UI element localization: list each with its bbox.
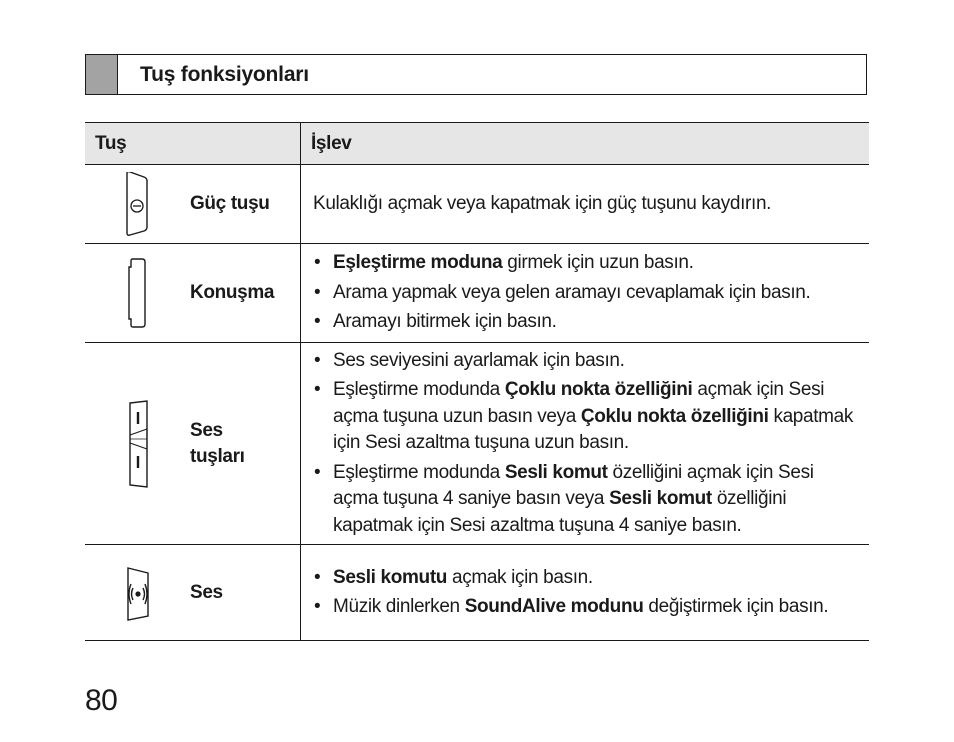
key-name: Ses tuşları [190,419,245,467]
text-run: girmek için uzun basın. [502,252,694,274]
list-item [313,348,863,375]
list-item [313,460,863,540]
bold-text: Sesli komut [609,488,712,510]
text-run: açmak için Sesi açma tuşuna uzun basın veya [333,379,825,427]
page-number: 80 [85,684,118,717]
function-cell [301,244,870,343]
text-run: Aramayı bitirmek için basın. [333,311,557,333]
table-row [85,545,869,641]
function-cell [301,545,870,641]
table-row [85,244,869,343]
table-row [85,343,869,545]
talk-key-icon [85,257,190,329]
text-run: özelliğini kapatmak için Sesi azaltma tuşuna 4 saniye basın. [333,488,787,536]
bold-text: SoundAlive modunu [464,596,644,617]
key-cell [85,165,301,244]
text-run: açmak için basın. [447,566,593,588]
function-cell [301,343,870,545]
list-item [313,250,863,277]
table-header-row [85,123,869,165]
text-run: Kulaklığı açmak veya kapatmak için güç tuşunu kaydırın. [313,192,772,214]
key-cell [85,244,301,343]
list-item [313,594,863,621]
text-run: Müzik dinlerken [333,596,465,617]
function-list [313,348,863,540]
function-cell [301,165,870,244]
text-run: Eşleştirme modunda [333,461,505,483]
header-function: İşlev [301,123,870,165]
list-item [313,565,863,592]
section-header-marker [86,55,118,94]
table-row [85,165,869,244]
text-run: değiştirmek için basın. [643,596,829,617]
text-run: Arama yapmak veya gelen aramayı cevaplamak için basın. [333,281,811,303]
key-cell [85,545,301,641]
key-cell [85,343,301,545]
list-item [313,309,863,336]
function-list [313,250,863,336]
list-item [313,280,863,307]
bold-text: Çoklu nokta özelliğini [580,405,769,427]
volume-keys-icon [85,399,190,489]
list-item [313,377,863,457]
voice-key-icon [85,564,190,622]
key-name: Konuşma [190,282,275,303]
key-name: Ses [190,581,223,603]
power-slider-icon [85,172,190,236]
header-key: Tuş [85,123,301,165]
section-title: Tuş fonksiyonları [140,63,309,86]
bold-text: Sesli komutu [333,566,448,588]
bold-text: Eşleştirme moduna [333,252,503,274]
key-function-table [85,122,869,641]
function-list [313,565,863,621]
bold-text: Sesli komut [504,461,608,483]
bold-text: Çoklu nokta özelliğini [504,379,693,401]
key-name: Güç tuşu [190,193,270,214]
text-run: Eşleştirme modunda [333,379,505,401]
text-run: kapatmak için Sesi azaltma tuşuna uzun basın. [333,405,854,454]
text-run: özelliğini açmak için Sesi açma tuşuna 4 saniye basın veya [333,461,814,510]
text-run: Ses seviyesini ayarlamak için basın. [333,349,625,371]
section-header [85,54,867,95]
